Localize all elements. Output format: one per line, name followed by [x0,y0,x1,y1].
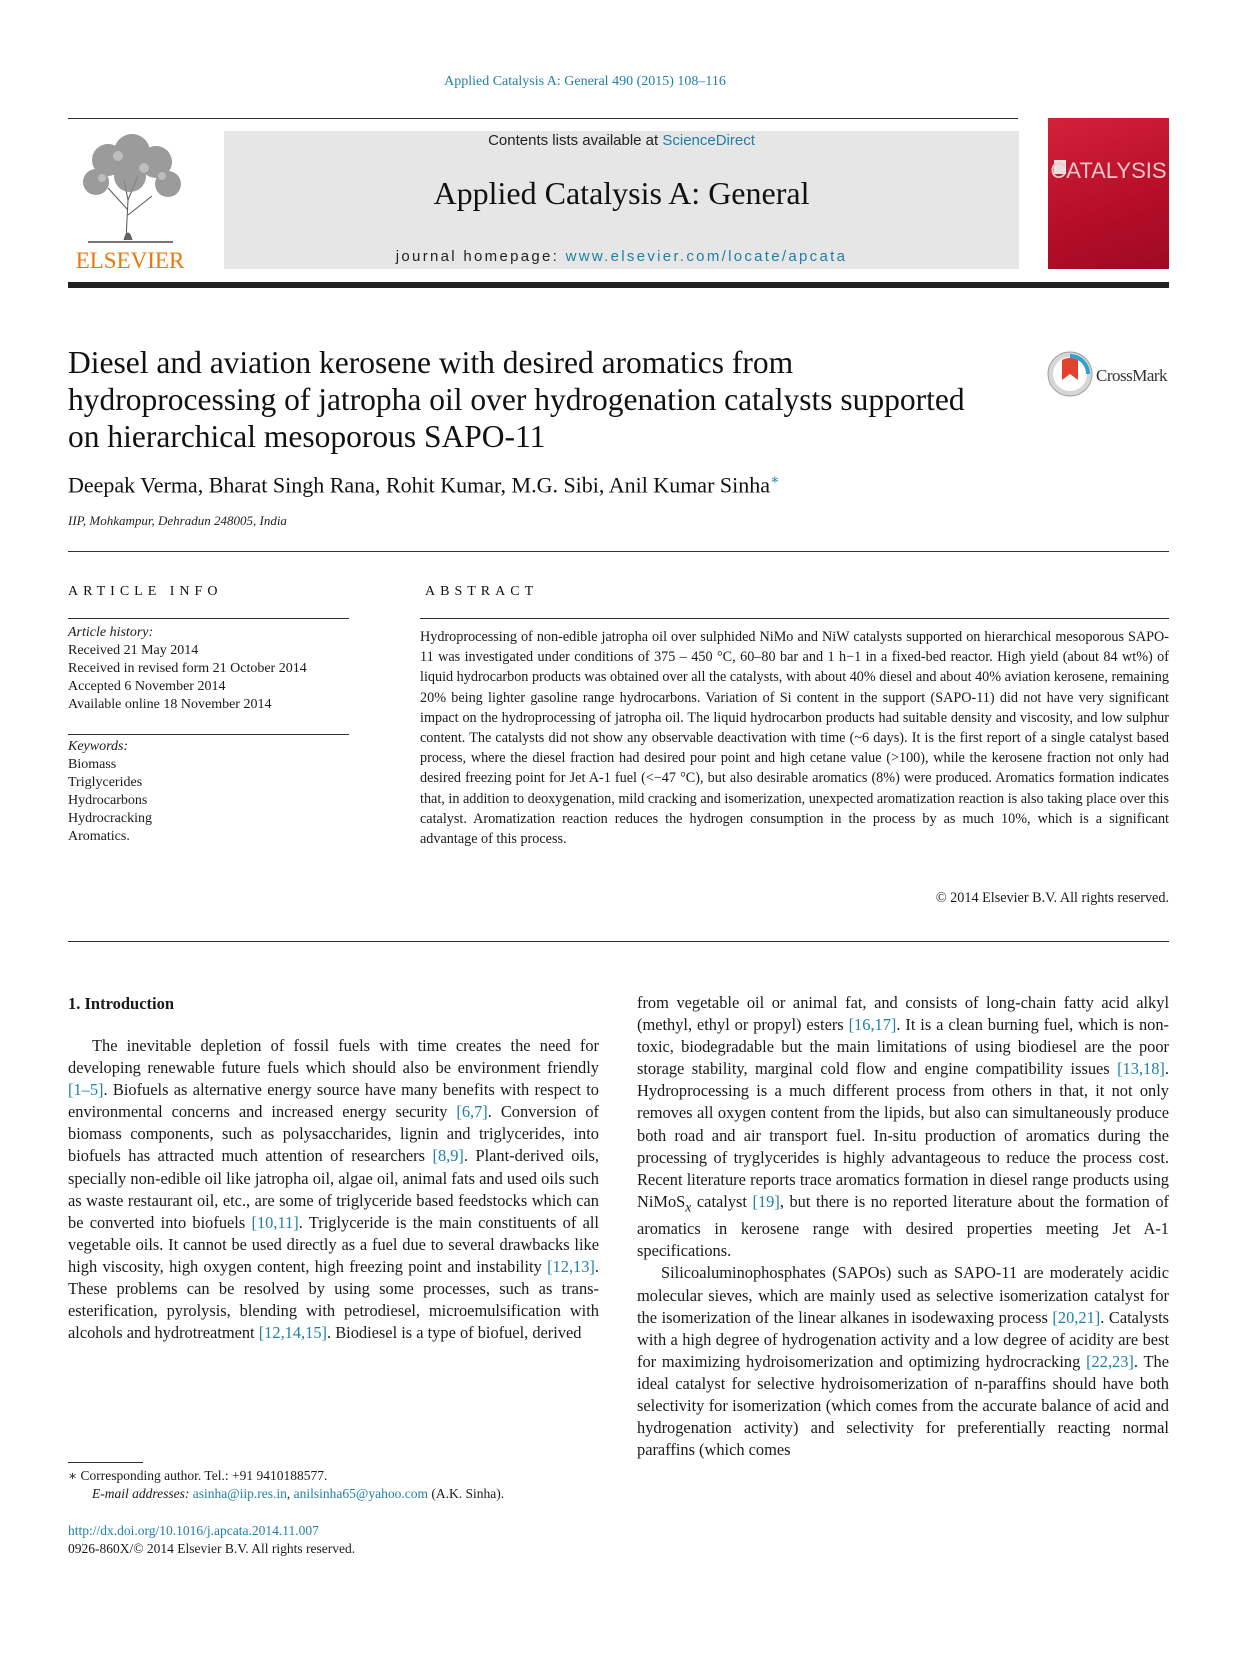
body-column-left [68,1035,599,1344]
body-column-right [637,992,1169,1461]
keyword-item: Biomass [68,757,117,772]
abstract-rule [420,618,1169,619]
keywords-rule [68,734,349,735]
footnote-corresponding: ∗ Corresponding author. Tel.: +91 9410188577. [68,1468,328,1483]
email-suffix: (A.K. Sinha). [427,1486,505,1501]
footnote-email [92,1485,504,1503]
contents-prefix: Contents lists available at [488,132,663,149]
footnote-rule [68,1462,143,1463]
issn-line: 0926-860X/© 2014 Elsevier B.V. All rights reserved. [68,1541,356,1556]
citation-link[interactable]: [12,13] [547,1256,595,1276]
keyword-item: Triglycerides [68,775,143,790]
cover-background [1048,118,1169,269]
citation-link[interactable]: [6,7] [456,1102,488,1122]
citation-link[interactable]: [13,18] [1117,1059,1165,1079]
article-title: Diesel and aviation kerosene with desired aromatics from hydroprocessing of jatropha oil over hydrogenation catalysts supported on hierarchical mesoporous SAPO-11 [68,345,965,454]
history-revised: Received in revised form 21 October 2014 [68,661,307,676]
title-bottom-rule [68,551,1169,552]
intro-paragraph-2: Silicoaluminophosphates (SAPOs) such as SAPO-11 are moderately acidic molecular sieves, which are mainly used as selective isomerization catalyst for the isomerization of the linear alkanes in isodewaxing process [20,21]. Catalysts with a high degree of hydrogenation activity and a low degree of acidity are best for maximizing hydroisomerization and optimizing hydrocracking [22,23]. The ideal catalyst for selective hydroisomerization of n-paraffins should have both selectivity for isomerization (which comes from the accurate balance of acid and hydrogenation activity) and selectivity for preferentially reacting normal paraffins (which comes [637,1263,1169,1460]
citation-link[interactable]: [16,17] [848,1015,897,1035]
journal-reference[interactable]: Applied Catalysis A: General 490 (2015) 108–116 [444,74,726,89]
doi-link[interactable]: http://dx.doi.org/10.1016/j.apcata.2014.11.007 [68,1523,319,1538]
crossmark-badge[interactable] [1046,350,1171,402]
citation-link[interactable]: [12,14,15] [258,1323,328,1343]
email-label: E-mail addresses: [92,1486,193,1501]
article-info-rule [68,618,349,619]
subscript: x [685,1199,692,1215]
front-matter-bottom-rule [68,941,1169,942]
history-label: Article history: [68,625,154,640]
keywords-label: Keywords: [68,739,129,754]
elsevier-wordmark: ELSEVIER [75,248,185,272]
history-accepted: Accepted 6 November 2014 [68,679,226,694]
journal-homepage-line [224,248,1019,265]
citation-link[interactable]: [8,9] [432,1146,464,1166]
email-link-2[interactable]: anilsinha65@yahoo.com [293,1486,428,1501]
journal-header-box [224,131,1019,269]
header-thick-rule [68,282,1169,288]
citation-link[interactable]: [1–5] [68,1080,104,1100]
article-info-heading: ARTICLE INFO [68,584,223,599]
keywords-block [68,738,152,846]
crossmark-icon [1046,350,1094,398]
homepage-prefix: journal homepage: [395,248,566,265]
homepage-link[interactable]: www.elsevier.com/locate/apcata [565,248,848,265]
sciencedirect-link[interactable]: ScienceDirect [662,132,755,149]
journal-name: Applied Catalysis A: General [433,175,810,211]
affiliation: IIP, Mohkampur, Dehradun 248005, India [68,513,287,528]
intro-paragraph-1: The inevitable depletion of fossil fuels with time creates the need for developing renewable future fuels which should also be environment friendly [1–5]. Biofuels as alternative energy source have many benefits with respect to environmental concerns and increased energy security [6,7]. Conversion of biomass components, such as polysaccharides, lignin and triglycerides, into biofuels has attracted much attention of researchers [8,9]. Plant-derived oils, specially non-edible oil like jatropha oil, algae oil, animal fats and used oils such as waste restaurant oil, etc., are some of triglyceride based feedstocks which can be converted into biofuels [10,11]. Triglyceride is the main constituents of all vegetable oils. It cannot be used directly as a fuel due to several drawbacks like high viscosity, high oxygen content, high freezing point and instability [12,13]. These problems can be resolved by using some processes, such as trans-esterification, pyrolysis, blending with petrodiesel, microemulsification with alcohols and hydrotreatment [12,14,15]. Biodiesel is a type of biofuel, derived [68,1036,600,1343]
citation-link[interactable]: [10,11] [251,1212,299,1232]
keyword-item: Hydrocracking [68,811,152,826]
corresponding-author-mark[interactable]: ∗ [770,473,780,488]
section-heading-introduction: 1. Introduction [68,994,175,1013]
keyword-item: Hydrocarbons [68,793,148,808]
contents-line [224,131,1019,149]
article-history [68,624,307,714]
keyword-item: Aromatics. [68,829,130,844]
citation-link[interactable]: [20,21] [1052,1307,1101,1327]
header-top-rule [68,118,1018,119]
history-online: Available online 18 November 2014 [68,697,272,712]
abstract-heading: ABSTRACT [425,584,539,599]
cover-title: CATALYSIS [1050,158,1167,183]
email-separator: , [286,1486,294,1501]
elsevier-logo-icon [68,130,193,272]
authors-text: Deepak Verma, Bharat Singh Rana, Rohit Kumar, M.G. Sibi, Anil Kumar Sinha [68,472,771,498]
abstract-copyright: © 2014 Elsevier B.V. All rights reserved. [935,890,1169,906]
crossmark-label: CrossMark [1096,366,1168,385]
abstract-text: Hydroprocessing of non-edible jatropha oil over sulphided NiMo and NiW catalysts supported on hierarchical mesoporous SAPO-11 was investigated under conditions of 375 – 450 °C, 60–80 bar and 1 h−1 in a fixed-bed reactor. High yield (about 84 wt%) of liquid hydrocarbon products was obtained over all the catalysts, with about 40% diesel and about 40% aviation kerosene, remaining 20% being lighter gasoline range hydrocarbons. Variation of Si content in the support (SAPO-11) did not have very significant impact on the hydroprocessing of jatropha oil. The liquid hydrocarbon products had suitable density and viscosity, and low sulphur content. The catalysts did not show any observable deactivation with time (~6 days). It is the first report of a single catalyst based process, where the diesel fraction had desired pour point and high cetane value (>100), while the kerosene fraction not only had desired freezing point for Jet A-1 fuel (<−47 °C), but also desirable aromatics (8%) were produced. Aromatics formation indicates that, in addition to deoxygenation, mild cracking and isomerization, unexpected aromatization reaction is also taking place over this catalyst. Aromatization reaction reduces the hydrogen consumption in the process by as much 10%, which is a significant advantage of this process. [420,629,1169,848]
citation-link[interactable]: [19] [752,1191,780,1211]
history-received: Received 21 May 2014 [68,643,199,658]
author-list [68,472,780,498]
journal-cover-image [1048,118,1169,269]
citation-link[interactable]: [22,23] [1086,1351,1134,1371]
email-link-1[interactable]: asinha@iip.res.in [192,1486,287,1501]
intro-paragraph-1-continued: from vegetable oil or animal fat, and consists of long-chain fatty acid alkyl (methyl, ethyl or propyl) esters [16,17]. It is a clean burning fuel, which is non-toxic, biodegradable but the main limitations of using biodiesel are the poor storage stability, marginal cold flow and engine compatibility issues [13,18]. Hydroprocessing is a much different process from others in that, it not only removes all oxygen content from the lipids, but also can simultaneously produce both road and air transport fuel. In-situ production of aromatics during the processing of tryglycerides is highly advantageous to reduce the process cost. Recent literature reports trace aromatics formation in diesel range products using NiMoS$_x$ catalyst [19], but there is no reported literature about the formation of aromatics in kerosene range with desired properties meeting Jet A-1 specifications. [637,993,1169,1261]
